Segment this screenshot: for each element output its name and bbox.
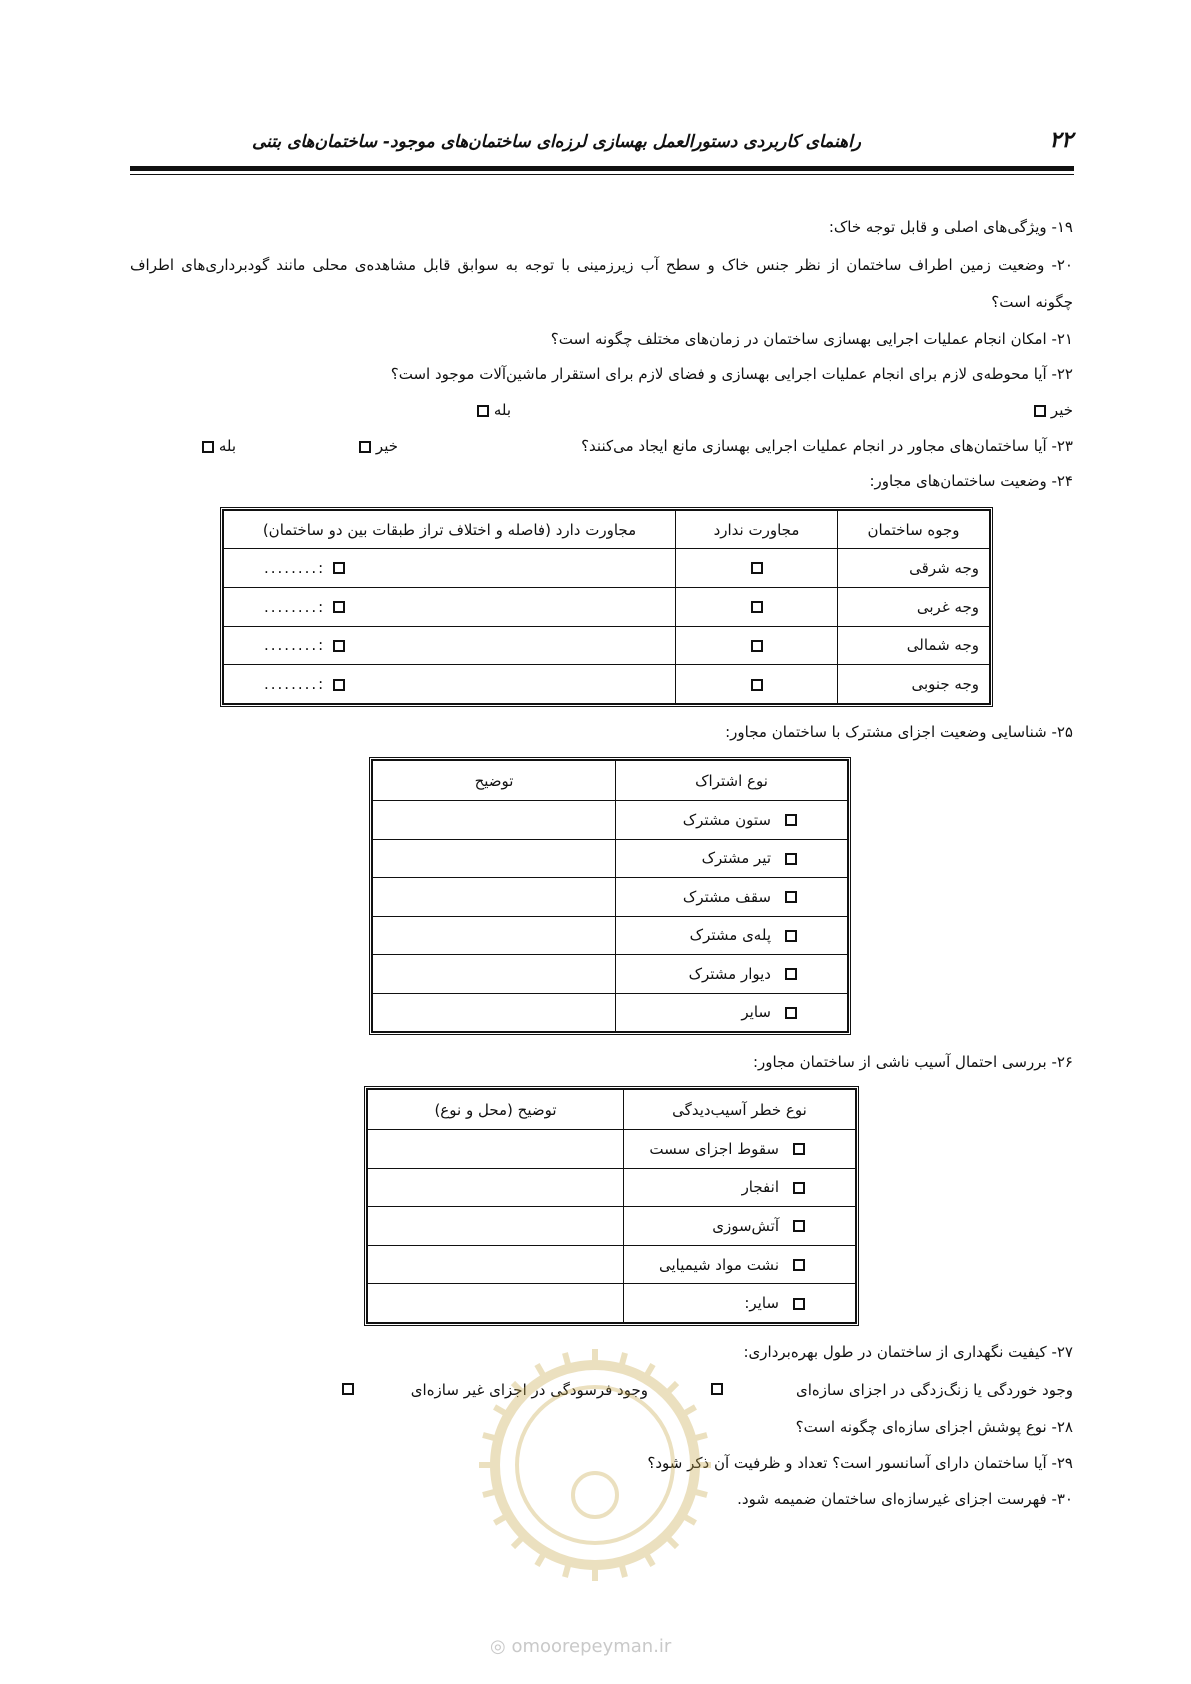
question-27: ۲۷- کیفیت نگهداری از ساختمان در طول بهره‌برداری:	[743, 1343, 1073, 1361]
table-row	[373, 916, 848, 955]
page-number: ۲۲	[1049, 128, 1073, 153]
fill-in-dots[interactable]: :........	[264, 636, 326, 655]
option-label: ستون مشترک	[682, 810, 771, 829]
option-checkbox-icon[interactable]	[785, 891, 797, 903]
table-row	[224, 587, 990, 626]
side-label: وجه غربی	[838, 587, 990, 626]
q23-option-no[interactable]	[359, 437, 398, 455]
description-cell[interactable]	[368, 1245, 624, 1284]
has-adjacency-checkbox-icon[interactable]	[333, 601, 345, 613]
question-21: ۲۱- امکان انجام عملیات اجرایی بهسازی ساختمان در زمان‌های مختلف چگونه است؟	[550, 330, 1073, 348]
question-22: ۲۲- آیا محوطه‌ی لازم برای انجام عملیات اجرایی بهسازی و فضای لازم برای استقرار ماشین‌آلات موجود است؟	[390, 365, 1073, 383]
description-cell[interactable]	[373, 993, 616, 1032]
question-20-line-2: چگونه است؟	[991, 293, 1073, 311]
question-20-line-1: ۲۰- وضعیت زمین اطراف ساختمان از نظر جنس خاک و سطح آب زیرزمینی با توجه به سوابق قابل مشاهده‌ی محلی مانند گودبرداری‌های اطراف	[130, 256, 1073, 274]
q27-option-2-checkbox-icon[interactable]	[342, 1383, 354, 1395]
option-checkbox-icon[interactable]	[793, 1220, 805, 1232]
table-row	[373, 839, 848, 878]
q23-no-checkbox-icon[interactable]	[359, 441, 371, 453]
q22-no-label: خیر	[1050, 401, 1073, 419]
header-rule-thick	[130, 166, 1074, 171]
option-checkbox-icon[interactable]	[785, 930, 797, 942]
option-label: آتش‌سوزی	[712, 1216, 779, 1235]
question-19: ۱۹- ویژگی‌های اصلی و قابل توجه خاک:	[828, 218, 1073, 236]
question-29: ۲۹- آیا ساختمان دارای آسانسور است؟ تعداد و ظرفیت آن ذکر شود؟	[647, 1454, 1073, 1472]
question-25: ۲۵- شناسایی وضعیت اجزای مشترک با ساختمان مجاور:	[725, 723, 1073, 741]
header-rule-thin	[130, 174, 1074, 175]
option-checkbox-icon[interactable]	[785, 814, 797, 826]
shared-components-table	[369, 757, 851, 1035]
table-header: توضیح	[373, 761, 616, 801]
adjacent-hazard-table	[364, 1086, 859, 1326]
description-cell[interactable]	[368, 1130, 624, 1169]
table-header: وجوه ساختمان	[838, 511, 990, 549]
fill-in-dots[interactable]: :........	[264, 558, 326, 577]
fill-in-dots[interactable]: :........	[264, 597, 326, 616]
table-row	[224, 549, 990, 588]
q22-no-checkbox-icon[interactable]	[1034, 405, 1046, 417]
q23-yes-checkbox-icon[interactable]	[202, 441, 214, 453]
option-label: سایر	[741, 1003, 771, 1022]
q22-yes-checkbox-icon[interactable]	[477, 405, 489, 417]
option-checkbox-icon[interactable]	[793, 1298, 805, 1310]
q27-option-1-label: وجود خوردگی یا زنگ‌زدگی در اجزای سازه‌ای	[796, 1381, 1073, 1399]
no-adjacency-checkbox-icon[interactable]	[751, 601, 763, 613]
description-cell[interactable]	[368, 1207, 624, 1246]
q22-yes-label: بله	[493, 401, 511, 419]
option-checkbox-icon[interactable]	[793, 1143, 805, 1155]
table-row	[368, 1130, 856, 1169]
q27-option-2-label: وجود فرسودگی در اجزای غیر سازه‌ای	[410, 1381, 648, 1399]
side-label: وجه شمالی	[838, 626, 990, 665]
description-cell[interactable]	[368, 1284, 624, 1323]
table-row	[373, 878, 848, 917]
option-label: سایر:	[744, 1294, 779, 1313]
question-28: ۲۸- نوع پوشش اجزای سازه‌ای چگونه است؟	[795, 1418, 1073, 1436]
q23-option-yes[interactable]	[202, 437, 236, 455]
option-label: انفجار	[741, 1178, 779, 1197]
q22-option-yes[interactable]	[477, 401, 511, 419]
table-header: نوع خطر آسیب‌دیدگی	[624, 1090, 856, 1130]
table-header: مجاورت دارد (فاصله و اختلاف تراز طبقات بین دو ساختمان)	[224, 511, 676, 549]
option-checkbox-icon[interactable]	[785, 853, 797, 865]
option-label: تیر مشترک	[701, 849, 771, 868]
table-row	[368, 1207, 856, 1246]
q23-no-label: خیر	[375, 437, 398, 455]
no-adjacency-checkbox-icon[interactable]	[751, 562, 763, 574]
q23-yes-label: بله	[218, 437, 236, 455]
table-row	[224, 626, 990, 665]
table-row	[368, 1168, 856, 1207]
no-adjacency-checkbox-icon[interactable]	[751, 640, 763, 652]
option-checkbox-icon[interactable]	[793, 1182, 805, 1194]
has-adjacency-checkbox-icon[interactable]	[333, 640, 345, 652]
side-label: وجه جنوبی	[838, 665, 990, 704]
option-label: سقف مشترک	[682, 887, 771, 906]
no-adjacency-checkbox-icon[interactable]	[751, 679, 763, 691]
running-header-title: راهنمای کاربردی دستورالعمل بهسازی لرزه‌ای ساختمان‌های موجود- ساختمان‌های بتنی	[251, 132, 861, 152]
question-26: ۲۶- بررسی احتمال آسیب ناشی از ساختمان مجاور:	[752, 1053, 1073, 1071]
table-row	[373, 801, 848, 840]
description-cell[interactable]	[368, 1168, 624, 1207]
option-label: پله‌ی مشترک	[689, 926, 771, 945]
watermark-seal-icon	[475, 1345, 715, 1585]
table-row	[373, 955, 848, 994]
description-cell[interactable]	[373, 916, 616, 955]
table-header: نوع اشتراک	[616, 761, 848, 801]
fill-in-dots[interactable]: :........	[264, 675, 326, 694]
description-cell[interactable]	[373, 839, 616, 878]
option-checkbox-icon[interactable]	[793, 1259, 805, 1271]
question-23: ۲۳- آیا ساختمان‌های مجاور در انجام عملیات اجرایی بهسازی مانع ایجاد می‌کنند؟	[581, 437, 1073, 455]
side-label: وجه شرقی	[838, 549, 990, 588]
option-checkbox-icon[interactable]	[785, 1007, 797, 1019]
table-row	[373, 993, 848, 1032]
q22-option-no[interactable]	[1034, 401, 1073, 419]
description-cell[interactable]	[373, 801, 616, 840]
table-row	[368, 1284, 856, 1323]
description-cell[interactable]	[373, 955, 616, 994]
option-checkbox-icon[interactable]	[785, 968, 797, 980]
has-adjacency-checkbox-icon[interactable]	[333, 679, 345, 691]
option-label: سقوط اجزای سست	[649, 1139, 779, 1158]
adjacent-buildings-table	[220, 507, 993, 707]
option-label: دیوار مشترک	[688, 964, 771, 983]
table-header: مجاورت ندارد	[676, 511, 838, 549]
table-row	[224, 665, 990, 704]
table-row	[368, 1245, 856, 1284]
question-24: ۲۴- وضعیت ساختمان‌های مجاور:	[869, 472, 1073, 490]
watermark-site-text: ◎ omoorepeyman.ir	[490, 1636, 672, 1657]
description-cell[interactable]	[373, 878, 616, 917]
has-adjacency-checkbox-icon[interactable]	[333, 562, 345, 574]
option-label: نشت مواد شیمیایی	[659, 1255, 779, 1274]
question-30: ۳۰- فهرست اجزای غیرسازه‌ای ساختمان ضمیمه شود.	[737, 1490, 1073, 1508]
table-header: توضیح (محل و نوع)	[368, 1090, 624, 1130]
